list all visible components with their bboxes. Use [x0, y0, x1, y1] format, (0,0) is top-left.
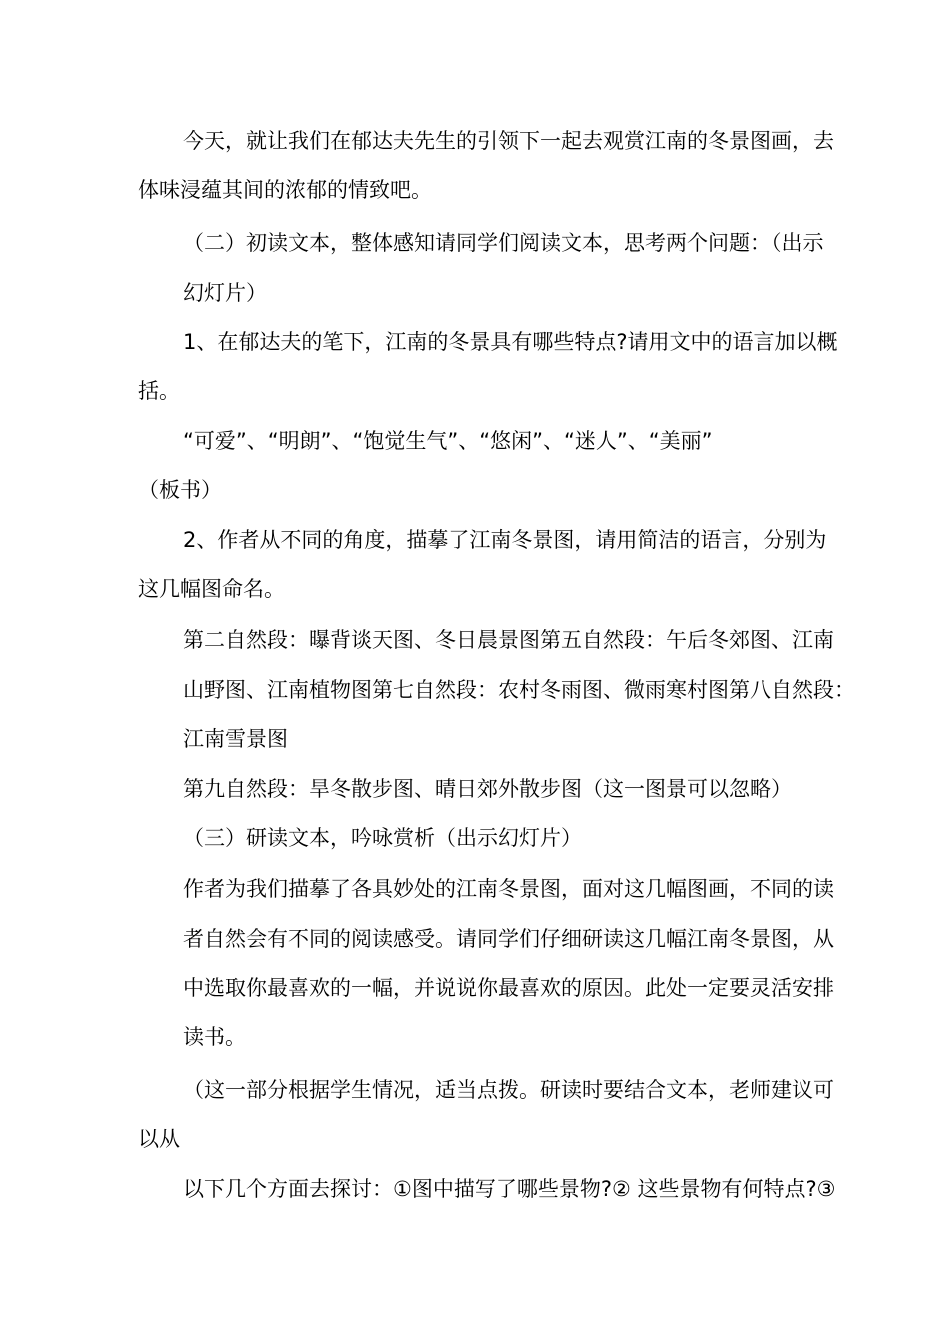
paragraph-line: 这几幅图命名。: [138, 577, 285, 601]
paragraph-line: 者自然会有不同的阅读感受。请同学们仔细研读这几幅江南冬景图，从: [183, 927, 834, 951]
question-line: 1、在郁达夫的笔下，江南的冬景具有哪些特点?请用文中的语言加以概: [183, 330, 838, 354]
paragraph-line: 幻灯片）: [183, 281, 267, 305]
paragraph-line: 以从: [138, 1127, 180, 1151]
paragraph-line: （板书）: [138, 478, 222, 502]
paragraph-line: （这一部分根据学生情况，适当点拨。研读时要结合文本，老师建议可: [183, 1078, 834, 1102]
paragraph-line: 以下几个方面去探讨：①图中描写了哪些景物?② 这些景物有何特点?③: [183, 1177, 836, 1201]
question-line: 2、作者从不同的角度，描摹了江南冬景图，请用简洁的语言，分别为: [183, 528, 827, 552]
section-heading: （三）研读文本，吟咏赏析（出示幻灯片）: [183, 826, 582, 850]
paragraph-line: 今天，就让我们在郁达夫先生的引领下一起去观赏江南的冬景图画，去: [183, 129, 834, 153]
answer-line: 第二自然段：曝背谈天图、冬日晨景图第五自然段：午后冬郊图、江南: [183, 628, 834, 652]
paragraph-line: 读书。: [183, 1025, 246, 1049]
paragraph-line: 中选取你最喜欢的一幅，并说说你最喜欢的原因。此处一定要灵活安排: [183, 976, 834, 1000]
paragraph-line: 作者为我们描摹了各具妙处的江南冬景图，面对这几幅图画，不同的读: [183, 877, 834, 901]
answer-line: “可爱”、“明朗”、“饱觉生气”、“悠闲”、“迷人”、“美丽”: [183, 429, 713, 453]
section-heading: （二）初读文本，整体感知请同学们阅读文本，思考两个问题：（出示: [183, 231, 824, 255]
paragraph-line: 体味浸蕴其间的浓郁的情致吧。: [138, 178, 432, 202]
paragraph-line: 括。: [138, 379, 180, 403]
answer-line: 第九自然段：旱冬散步图、晴日郊外散步图（这一图景可以忽略）: [183, 777, 792, 801]
answer-line: 山野图、江南植物图第七自然段：农村冬雨图、微雨寒村图第八自然段：: [183, 678, 855, 702]
answer-line: 江南雪景图: [183, 727, 288, 751]
